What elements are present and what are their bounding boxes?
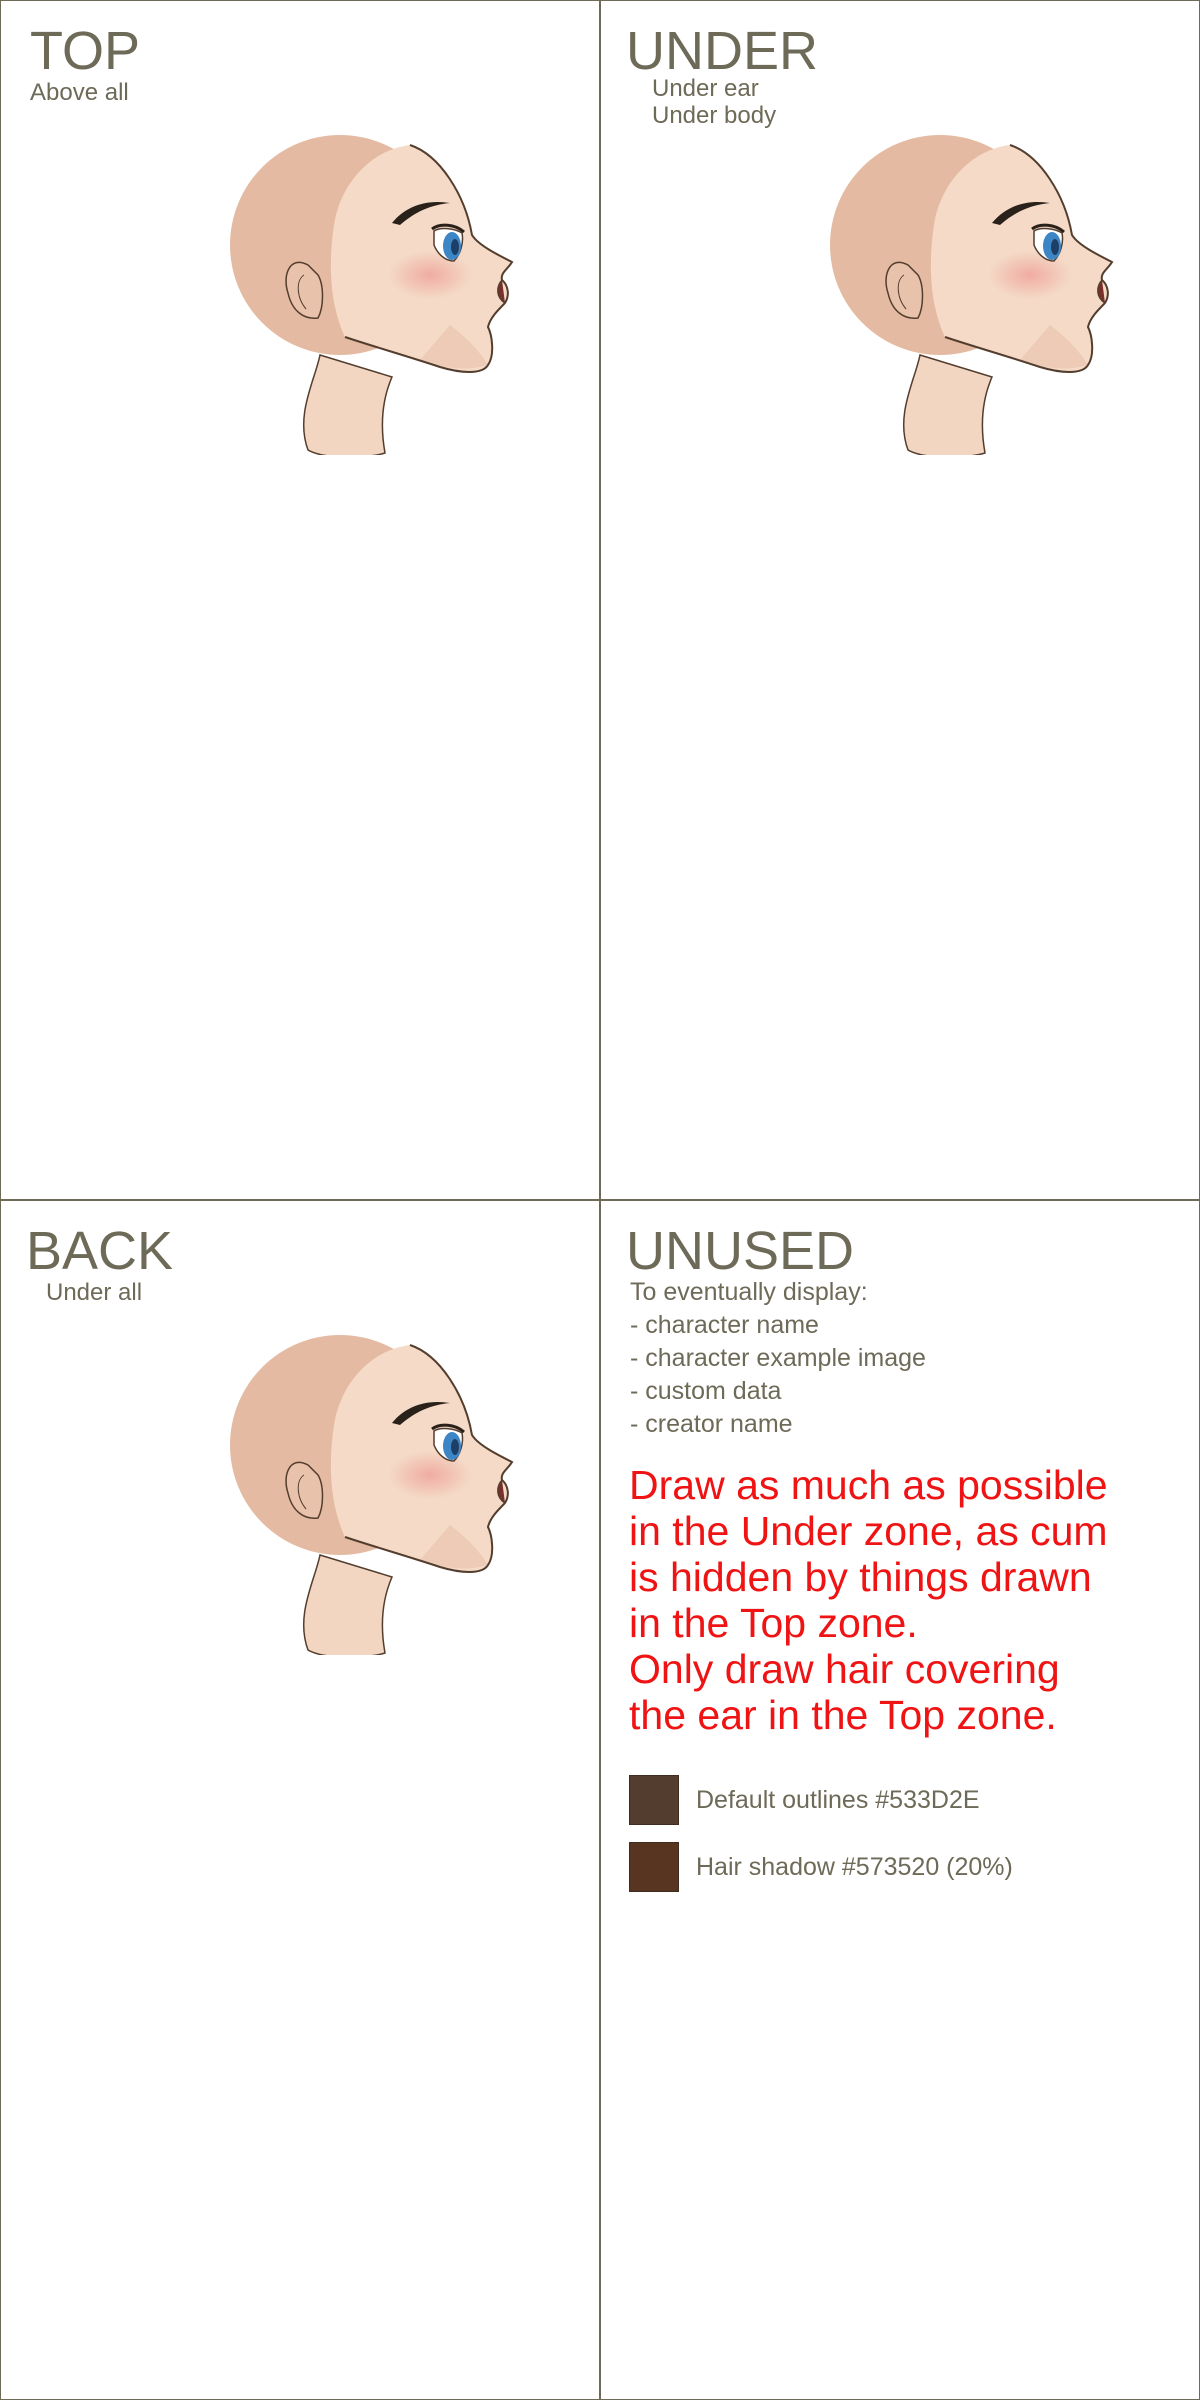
- display-item-custom-data: - custom data: [630, 1377, 782, 1405]
- display-item-character-name: - character name: [630, 1311, 819, 1339]
- head-profile-icon: [820, 115, 1120, 455]
- top-zone-title: TOP: [30, 21, 141, 81]
- swatch-row-outlines: [629, 1775, 980, 1825]
- under-zone-title: UNDER: [626, 21, 819, 81]
- head-profile-icon: [220, 1315, 520, 1655]
- back-zone-subtitle: Under all: [46, 1279, 143, 1306]
- top-zone-panel: [0, 0, 600, 1200]
- swatch-label-outlines: Default outlines #533D2E: [696, 1785, 980, 1814]
- head-profile-icon: [220, 115, 520, 455]
- instruction-line: in the Under zone, as cum: [629, 1508, 1108, 1554]
- swatch-label-hair-shadow: Hair shadow #573520 (20%): [696, 1852, 1013, 1881]
- instruction-line: Draw as much as possible: [629, 1462, 1108, 1508]
- under-zone-subtitle-ear: Under ear: [652, 75, 759, 102]
- unused-zone-title: UNUSED: [626, 1221, 855, 1281]
- instruction-line: the ear in the Top zone.: [629, 1692, 1057, 1738]
- color-swatch-outlines: [629, 1775, 679, 1825]
- top-zone-subtitle: Above all: [30, 79, 129, 106]
- instruction-line: is hidden by things drawn: [629, 1554, 1092, 1600]
- instruction-line: in the Top zone.: [629, 1600, 918, 1646]
- display-heading: To eventually display:: [630, 1278, 868, 1306]
- display-item-creator-name: - creator name: [630, 1410, 793, 1438]
- display-item-example-image: - character example image: [630, 1344, 926, 1372]
- color-swatch-hair-shadow: [629, 1842, 679, 1892]
- under-zone-panel: [600, 0, 1200, 1200]
- drawing-instructions: [629, 1462, 1189, 1738]
- back-zone-title: BACK: [26, 1221, 174, 1281]
- unused-zone-panel: [600, 1200, 1200, 2400]
- display-list: [630, 1309, 926, 1441]
- under-zone-subtitle-body: Under body: [652, 102, 777, 129]
- instruction-line: Only draw hair covering: [629, 1646, 1060, 1692]
- back-zone-panel: [0, 1200, 600, 2400]
- swatch-row-hair-shadow: [629, 1842, 1013, 1892]
